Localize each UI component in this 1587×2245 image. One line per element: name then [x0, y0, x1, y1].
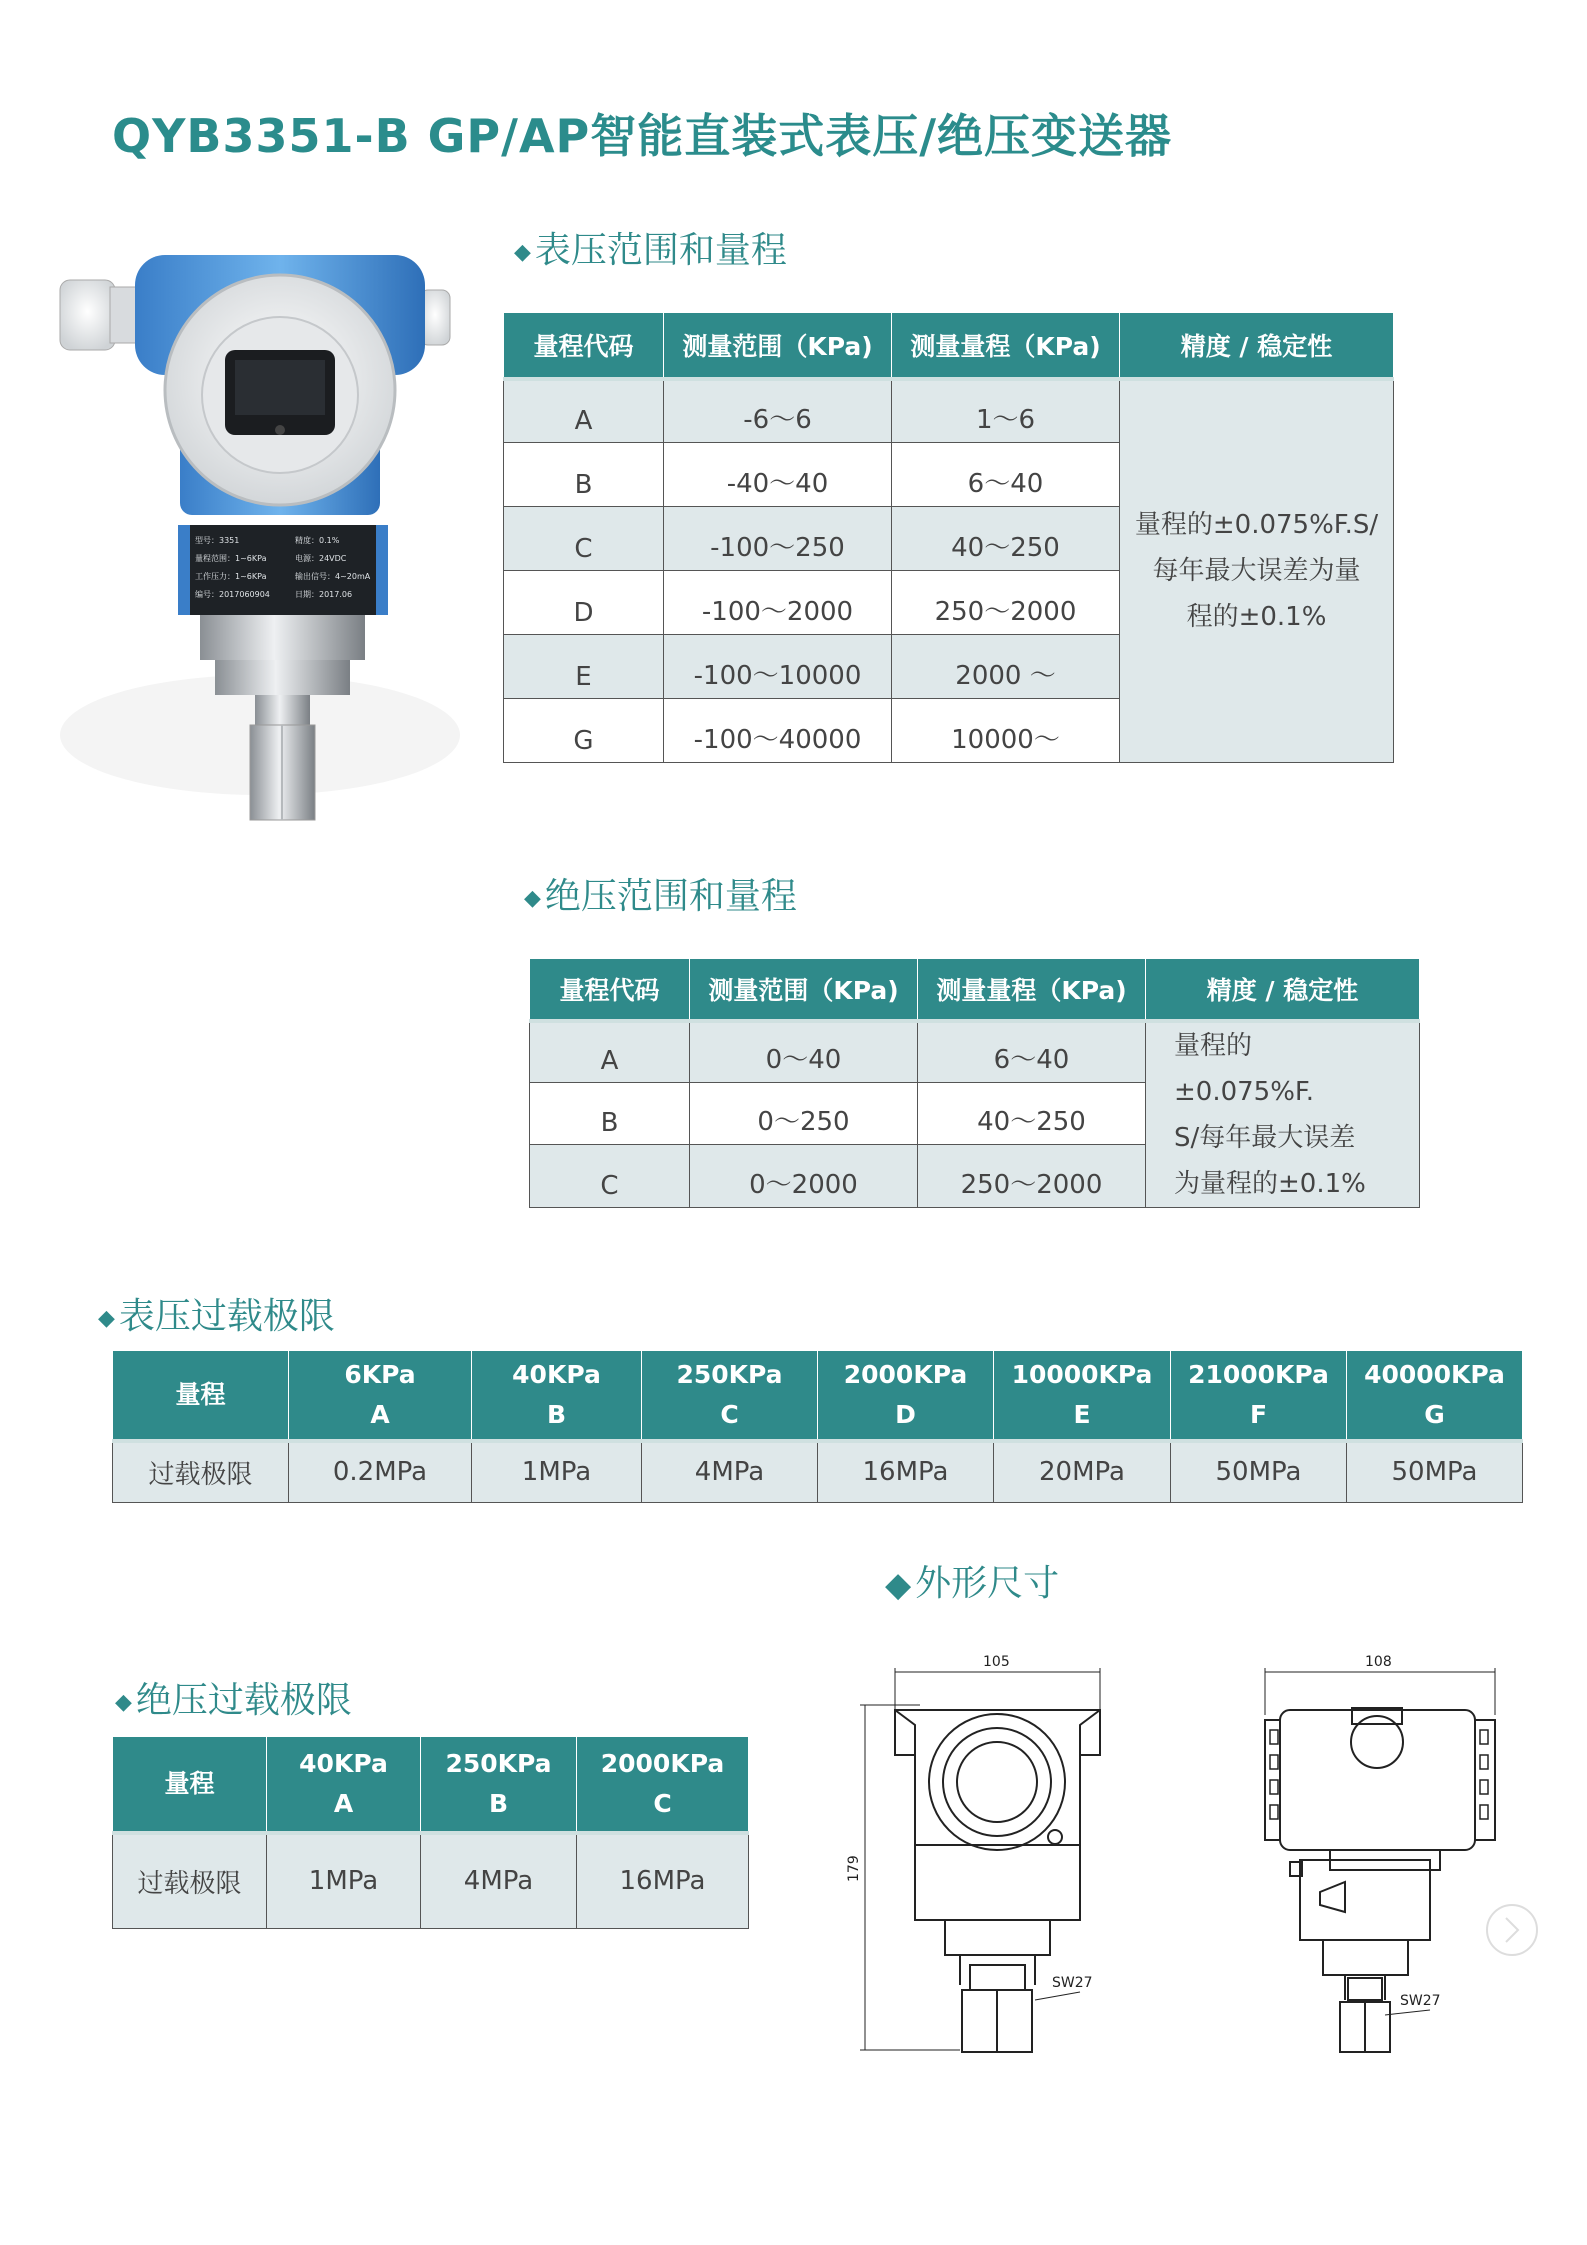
measure-range: -100～40000: [664, 699, 892, 763]
overload-limit-value: 1MPa: [267, 1833, 421, 1929]
measure-range: -40～40: [664, 443, 892, 507]
accuracy-line: S/每年最大误差: [1174, 1122, 1356, 1153]
range-code: D: [504, 571, 664, 635]
absolute-overload-table: [112, 1736, 749, 1929]
accuracy-line: 程的±0.1%: [1186, 602, 1327, 633]
diamond-bullet-icon: ◆: [514, 239, 531, 265]
table-header-row: [113, 1737, 749, 1833]
overload-limit-label: 过载极限: [113, 1441, 289, 1503]
gauge-range-heading: ◆ 表压范围和量程: [514, 230, 787, 271]
overload-limit-value: 50MPa: [1347, 1441, 1523, 1503]
gauge-range-table: [503, 312, 1394, 763]
header-range-label: 量程: [113, 1737, 267, 1833]
header-measure-span: 测量量程（KPa): [892, 313, 1120, 379]
accuracy-cell: [1120, 379, 1394, 763]
side-wrench-label: SW27: [1400, 1993, 1441, 2009]
nameplate-left-2: 量程范围：1~6KPa: [195, 554, 267, 563]
measure-span: 6～40: [892, 443, 1120, 507]
measure-range: -6～6: [664, 379, 892, 443]
header-range-40kpa: 40KPa B: [472, 1351, 642, 1441]
absolute-range-table: [529, 958, 1420, 1208]
range-code: C: [504, 507, 664, 571]
accuracy-line: 为量程的±0.1%: [1174, 1168, 1366, 1199]
absolute-range-heading: ◆ 绝压范围和量程: [524, 876, 797, 917]
header-measure-span: 测量量程（KPa): [918, 959, 1146, 1021]
header-range-code: 量程代码: [504, 313, 664, 379]
nameplate-right-2: 电源：24VDC: [295, 554, 347, 563]
measure-range: -100～10000: [664, 635, 892, 699]
overload-limit-value: 16MPa: [818, 1441, 994, 1503]
header-range-40kpa: 40KPa A: [267, 1737, 421, 1833]
measure-span: 1～6: [892, 379, 1120, 443]
measure-range: -100～2000: [664, 571, 892, 635]
gauge-overload-heading: ◆ 表压过载极限: [98, 1296, 335, 1337]
overload-limit-value: 0.2MPa: [289, 1441, 472, 1503]
table-row: [113, 1441, 1523, 1503]
overload-limit-value: 4MPa: [421, 1833, 577, 1929]
range-code: B: [504, 443, 664, 507]
measure-span: 40～250: [892, 507, 1120, 571]
overload-limit-value: 16MPa: [577, 1833, 749, 1929]
header-accuracy: 精度 / 稳定性: [1120, 313, 1394, 379]
overload-limit-value: 4MPa: [642, 1441, 818, 1503]
header-measure-range: 测量范围（KPa): [690, 959, 918, 1021]
side-width-label: 108: [1365, 1654, 1392, 1670]
range-code: B: [530, 1083, 690, 1145]
accuracy-cell: [1146, 1021, 1420, 1208]
nameplate-right-3: 输出信号：4~20mA: [295, 572, 371, 581]
nameplate-left-3: 工作压力：1~6KPa: [195, 572, 267, 581]
header-accuracy: 精度 / 稳定性: [1146, 959, 1420, 1021]
diamond-bullet-icon: ◆: [524, 885, 541, 911]
header-range-label: 量程: [113, 1351, 289, 1441]
measure-span: 6～40: [918, 1021, 1146, 1083]
header-range-250kpa: 250KPa C: [642, 1351, 818, 1441]
header-range-6kpa: 6KPa A: [289, 1351, 472, 1441]
front-view-drawing: [846, 1654, 1100, 2052]
measure-span: 10000～: [892, 699, 1120, 763]
dimensions-heading: ◆ 外形尺寸: [885, 1563, 1060, 1605]
header-range-2000kpa: 2000KPa C: [577, 1737, 749, 1833]
measure-range: -100～250: [664, 507, 892, 571]
table-row: [113, 1833, 749, 1929]
dimension-drawings: [840, 1630, 1540, 2070]
table-header-row: [530, 959, 1420, 1021]
diamond-bullet-icon: ◆: [98, 1305, 115, 1331]
range-code: C: [530, 1145, 690, 1207]
circle-arrow-icon: [1487, 1905, 1537, 1955]
header-range-21000kpa: 21000KPa F: [1171, 1351, 1347, 1441]
nameplate-left-4: 编号：2017060904: [195, 590, 270, 599]
overload-limit-value: 50MPa: [1171, 1441, 1347, 1503]
accuracy-line: 量程的±0.075%F.S/: [1134, 510, 1379, 541]
table-header-row: [113, 1351, 1523, 1441]
table-header-row: [504, 313, 1394, 379]
header-measure-range: 测量范围（KPa): [664, 313, 892, 379]
absolute-overload-heading: ◆ 绝压过载极限: [115, 1680, 352, 1721]
measure-range: 0～250: [690, 1083, 918, 1145]
range-code: E: [504, 635, 664, 699]
header-range-250kpa: 250KPa B: [421, 1737, 577, 1833]
range-code: A: [504, 379, 664, 443]
table-row: [504, 379, 1394, 443]
overload-limit-label: 过载极限: [113, 1833, 267, 1929]
transmitter-product-image: [50, 235, 470, 835]
accuracy-line: 量程的±0.075%F.: [1174, 1030, 1314, 1107]
measure-span: 250～2000: [918, 1145, 1146, 1207]
nameplate-right-1: 精度：0.1%: [295, 536, 340, 545]
diamond-bullet-icon: ◆: [885, 1565, 912, 1605]
measure-span: 40～250: [918, 1083, 1146, 1145]
overload-limit-value: 1MPa: [472, 1441, 642, 1503]
nameplate-left-1: 型号：3351: [195, 536, 240, 545]
height-label: 179: [846, 1855, 862, 1882]
range-code: G: [504, 699, 664, 763]
header-range-10000kpa: 10000KPa E: [994, 1351, 1171, 1441]
front-width-label: 105: [983, 1654, 1010, 1670]
accuracy-line: 每年最大误差为量: [1152, 556, 1361, 587]
diamond-bullet-icon: ◆: [115, 1689, 132, 1715]
side-view-drawing: [1265, 1654, 1495, 2052]
range-code: A: [530, 1021, 690, 1083]
overload-limit-value: 20MPa: [994, 1441, 1171, 1503]
measure-span: 250～2000: [892, 571, 1120, 635]
measure-range: 0～2000: [690, 1145, 918, 1207]
front-wrench-label: SW27: [1052, 1975, 1093, 1991]
header-range-code: 量程代码: [530, 959, 690, 1021]
measure-range: 0～40: [690, 1021, 918, 1083]
header-range-40000kpa: 40000KPa G: [1347, 1351, 1523, 1441]
nameplate-right-4: 日期：2017.06: [295, 590, 353, 599]
page-title: QYB3351-B GP/AP智能直装式表压/绝压变送器: [112, 109, 1173, 163]
measure-span: 2000 ～: [892, 635, 1120, 699]
header-range-2000kpa: 2000KPa D: [818, 1351, 994, 1441]
table-row: [530, 1021, 1420, 1083]
gauge-overload-table: [112, 1350, 1523, 1503]
